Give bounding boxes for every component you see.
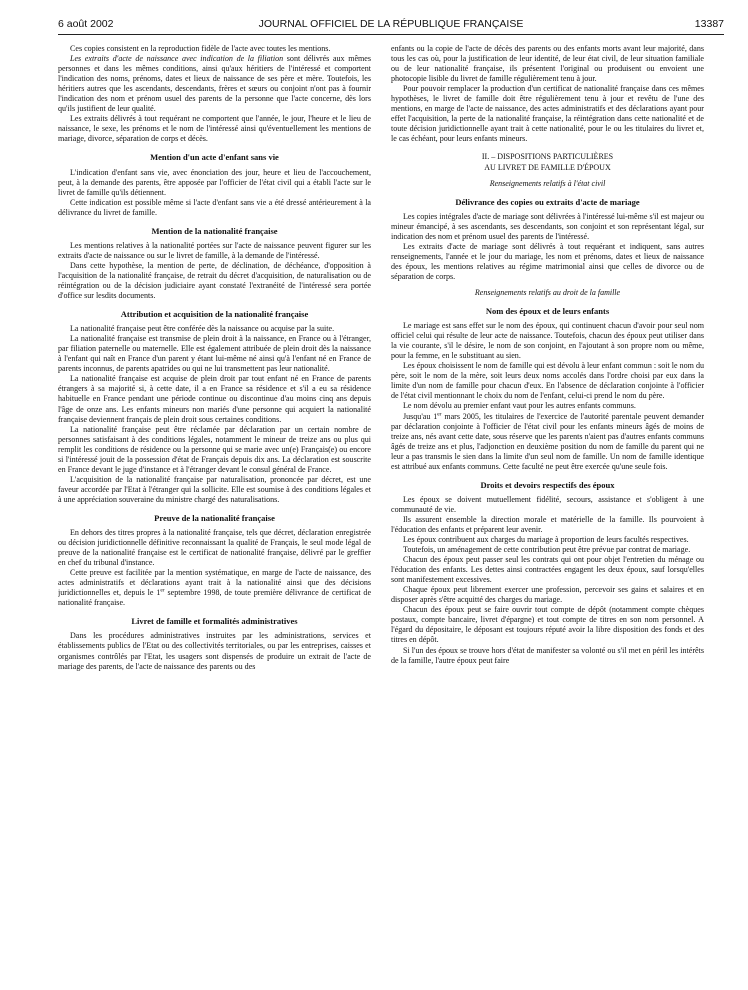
section-heading: Délivrance des copies ou extraits d'acte de mariage bbox=[455, 196, 640, 207]
paragraph: Ils assurent ensemble la direction morale et matérielle de la famille. Ils pourvoient à l'éducation des enfants et préparent leur avenir. bbox=[391, 514, 704, 534]
paragraph: Chaque époux peut librement exercer une profession, percevoir ses gains et salaires et en disposer après s'être acquitté des charges du mariage. bbox=[391, 585, 704, 605]
paragraph bbox=[58, 54, 371, 114]
section-heading: Droits et devoirs respectifs des époux bbox=[480, 479, 615, 490]
right-column bbox=[391, 44, 704, 974]
paragraph: enfants ou la copie de l'acte de décès des parents ou des enfants morts avant leur majorité, dans tous les cas où, pour la justification de leur identité, de leur état civil, de leur situation familiale ou de leur nationalité française, ils présentent l'original ou produisent ou envoient une photocopie lisible du livret de famille régulièrement tenu à jour. bbox=[391, 44, 704, 84]
paragraph-text: Jusqu'au 1 bbox=[403, 411, 438, 421]
section-heading: Preuve de la nationalité française bbox=[154, 512, 275, 523]
subsection-heading: Renseignements relatifs à l'état civil bbox=[489, 178, 606, 188]
paragraph: En dehors des titres propres à la nationalité française, tels que décret, déclaration enregistrée ou décision juridictionnelle définitive reconnaissant la qualité de Français, le seul mode légal de preuve de la nationalité française est le certificat de nationalité française, délivré par le greffier en chef du tribunal d'instance. bbox=[58, 528, 371, 568]
part-heading bbox=[391, 152, 704, 172]
paragraph: Les mentions relatives à la nationalité portées sur l'acte de naissance peuvent figurer sur les extraits d'acte de naissance ou sur le livret de famille, à la demande de l'intéressé. bbox=[58, 240, 371, 260]
paragraph: Si l'un des époux se trouve hors d'état de manifester sa volonté ou s'il met en péril les intérêts de la famille, l'autre époux peut faire bbox=[391, 645, 704, 665]
left-column bbox=[58, 44, 371, 974]
paragraph: Dans les procédures administratives instruites par les administrations, services et établissements publics de l'Etat ou des collectivités territoriales, ou par les entreprises, caisses et organismes contrôlés par l'Etat, les usagers sont dispensés de produire un extrait de l'acte de mariage des parents, de l'acte de naissance des parents ou des bbox=[58, 631, 371, 671]
part-heading-line: II. – DISPOSITIONS PARTICULIÈRES bbox=[481, 152, 614, 162]
header-rule bbox=[58, 34, 724, 35]
paragraph bbox=[58, 568, 371, 608]
paragraph: Les époux se doivent mutuellement fidélité, secours, assistance et s'obligent à une communauté de vie. bbox=[391, 494, 704, 514]
paragraph: Les époux contribuent aux charges du mariage à proportion de leurs facultés respectives. bbox=[403, 535, 689, 545]
paragraph bbox=[391, 412, 704, 472]
paragraph: Chacun des époux peut passer seul les contrats qui ont pour objet l'entretien du ménage ou l'éducation des enfants. Les dettes ainsi contractées engagent les deux époux, sauf lorsqu'elles sont manifestement excessives. bbox=[391, 555, 704, 585]
paragraph: Les extraits délivrés à tout requérant ne comportent que l'année, le jour, l'heure et le lieu de naissance, le sexe, les prénoms et le nom de l'intéressé ainsi qu'éventuellement les mentions de mariage, divorce, séparation de corps et décès. bbox=[58, 114, 371, 144]
paragraph: Les copies intégrales d'acte de mariage sont délivrées à l'intéressé lui-même s'il est majeur ou mineur émancipé, à ses ascendants, ses descendants, son conjoint et son représentant légal, sur indication des nom et prénom usuel des parents de l'intéressé. bbox=[391, 211, 704, 241]
section-heading: Mention d'un acte d'enfant sans vie bbox=[150, 152, 279, 163]
italic-lead: Les extraits d'acte de naissance avec indication de la filiation bbox=[70, 54, 284, 64]
section-heading: Attribution et acquisition de la nationalité française bbox=[120, 309, 309, 320]
paragraph-text: Cette preuve est facilitée par la mention systématique, en marge de l'acte de naissance, des actes administratifs et déclarations ayant trait à la nationalité ainsi que des décisions juridictionnelles et, depuis le 1 bbox=[58, 568, 371, 598]
paragraph: Ces copies consistent en la reproduction fidèle de l'acte avec toutes les mentions. bbox=[70, 44, 331, 53]
paragraph: La nationalité française peut être réclamée par déclaration par un certain nombre de personnes satisfaisant à des conditions légales, notamment le mineur de treize ans ou plus qui remplit les conditions de résidence ou la personne qui se marie avec un(e) Français(e) ou encore si l'intéressé jouit de la possession d'état de Français depuis dix ans. La déclaration est souscrite en France devant le juge d'instance et à l'étranger devant le consul général de France. bbox=[58, 424, 371, 474]
paragraph: Cette indication est possible même si l'acte d'enfant sans vie a été dressé antérieurement à la délivrance du livret de famille. bbox=[58, 197, 371, 217]
subsection-heading: Renseignements relatifs au droit de la famille bbox=[474, 287, 621, 297]
paragraph: La nationalité française est acquise de plein droit par tout enfant né en France de parents étrangers à sa majorité si, à cette date, il a en France sa résidence et s'il a eu sa résidence habituelle en France pendant une période continue ou discontinue d'au moins cinq ans depuis l'âge de onze ans. Les enfants mineurs non mariés d'une personne qui acquiert la nationalité française deviennent français de plein droit sous certaines conditions. bbox=[58, 374, 371, 424]
paragraph: Pour pouvoir remplacer la production d'un certificat de nationalité française dans ces mêmes hypothèses, le livret de famille doit être régulièrement tenu à jour et revêtu de l'une des mentions, en marge de l'acte de naissance, des actes administratifs et des déclarations ayant pour effet l'acquisition, la perte de la nationalité française, la réintégration dans cette nationalité et de toute décision juridictionnelle ayant trait à cette nationalité, pour le ou les titulaires du livret et, le cas échéant, pour leurs enfants mineurs. bbox=[391, 84, 704, 144]
section-heading: Livret de famille et formalités administratives bbox=[131, 616, 298, 627]
part-heading-line: AU LIVRET DE FAMILLE D'ÉPOUX bbox=[484, 162, 611, 172]
paragraph: Dans cette hypothèse, la mention de perte, de déclination, de déchéance, d'opposition à l'acquisition de la nationalité française, de retrait du décret d'acquisition, de naturalisation ou de réintégration ou de la décision judiciaire ayant constaté l'extranéité de l'intéressé sera portée d'office sur lesdits documents. bbox=[58, 260, 371, 301]
section-heading: Nom des époux et de leurs enfants bbox=[485, 306, 610, 317]
paragraph: Les époux choisissent le nom de famille qui est dévolu à leur enfant commun : soit le nom du père, soit le nom de la mère, soit leurs deux noms accolés dans l'ordre choisi par eux dans la limite d'un nom de famille pour chacun d'eux. En l'absence de déclaration conjointe à l'officier de l'état civil mentionnant le choix du nom de l'enfant, celui-ci prend le nom du père. bbox=[391, 361, 704, 401]
paragraph: La nationalité française est transmise de plein droit à la naissance, en France ou à l'étranger, par filiation paternelle ou maternelle. Elle est également attribuée de plein droit dès la naissance à l'enfant qui naît en France d'un parent y étant lui-même né ainsi qu'à l'enfant né en France de parents inconnus, de parents apatrides ou qui ne lui transmettent pas leur nationalité. bbox=[58, 334, 371, 374]
page-number: 13387 bbox=[694, 18, 724, 30]
header-title: JOURNAL OFFICIEL DE LA RÉPUBLIQUE FRANÇAISE bbox=[258, 18, 524, 30]
paragraph-text: sont délivrés aux mêmes personnes et dans les mêmes conditions, ainsi qu'aux héritiers de l'intéressé et comportent l'indication des noms, prénoms, dates et lieux de naissance de ses père et mère. Toutefois, les héritiers autres que les ascendants, descendants, frères et sœurs ou conjoint n'ont pas à fournir l'indication des nom et prénom usuel des parents de la personne que l'acte concerne, dès lors qu'ils justifient de leur qualité. bbox=[58, 54, 371, 114]
section-heading: Mention de la nationalité française bbox=[151, 225, 278, 236]
header-date: 6 août 2002 bbox=[58, 18, 114, 30]
page-header bbox=[58, 14, 724, 34]
paragraph: Chacun des époux peut se faire ouvrir tout compte de dépôt (notamment compte chèques postaux, compte bancaire, livret d'épargne) et tout compte de titres en son nom personnel. A l'égard du dépositaire, le déposant est toujours réputé avoir la libre disposition des fonds et des titres en dépôt. bbox=[391, 605, 704, 645]
paragraph: Les extraits d'acte de mariage sont délivrés à tout requérant et indiquent, sans autres renseignements, l'année et le jour du mariage, les nom et prénoms, dates et lieux de naissance des époux, les mentions relatives au régime matrimonial ainsi que celles de divorce ou de séparation de corps. bbox=[391, 241, 704, 281]
superscript: er bbox=[160, 587, 165, 594]
paragraph: La nationalité française peut être conférée dès la naissance ou acquise par la suite. bbox=[70, 324, 335, 334]
paragraph: L'indication d'enfant sans vie, avec énonciation des jour, heure et lieu de l'accouchement, peut, à la demande des parents, être apposée par l'officier de l'état civil qui a établi l'acte sur le livret de famille qu'ils détiennent. bbox=[58, 167, 371, 197]
paragraph: Le mariage est sans effet sur le nom des époux, qui continuent chacun d'avoir pour seul nom officiel celui qui résulte de leur acte de naissance. Toutefois, chacun des époux peut utiliser dans la vie courante, s'il le désire, le nom de son conjoint, en l'ajoutant à son propre nom ou même, pour la femme, en le substituant au sien. bbox=[391, 321, 704, 361]
paragraph-text: septembre 1998, de toute première délivrance de certificat de nationalité française. bbox=[58, 588, 371, 608]
paragraph: L'acquisition de la nationalité française par naturalisation, prononcée par décret, est une faveur accordée par l'Etat à l'étranger qui la sollicite. Elle est soumise à des conditions légales et à une appréciation souveraine du ministre chargé des naturalisations. bbox=[58, 474, 371, 504]
paragraph: Toutefois, un aménagement de cette contribution peut être prévue par contrat de mariage. bbox=[403, 545, 691, 555]
paragraph: Le nom dévolu au premier enfant vaut pour les autres enfants communs. bbox=[403, 401, 636, 411]
paragraph-text: mars 2005, les titulaires de l'exercice de l'autorité parentale peuvent demander par déclaration conjointe à l'officier de l'état civil pour les enfants mineurs âgés de moins de treize ans, nés avant cette date, sous réserve que les parents n'aient pas d'autres enfants communs âgés de treize ans et plus, l'adjonction en deuxième position du nom de famille du parent qui ne leur a pas transmis le sien dans la limite d'un seul nom de famille. Un nom de famille identique est attribué aux enfants communs. Cette faculté ne peut être exercée qu'une seule fois. bbox=[391, 411, 704, 471]
superscript: er bbox=[437, 410, 442, 417]
